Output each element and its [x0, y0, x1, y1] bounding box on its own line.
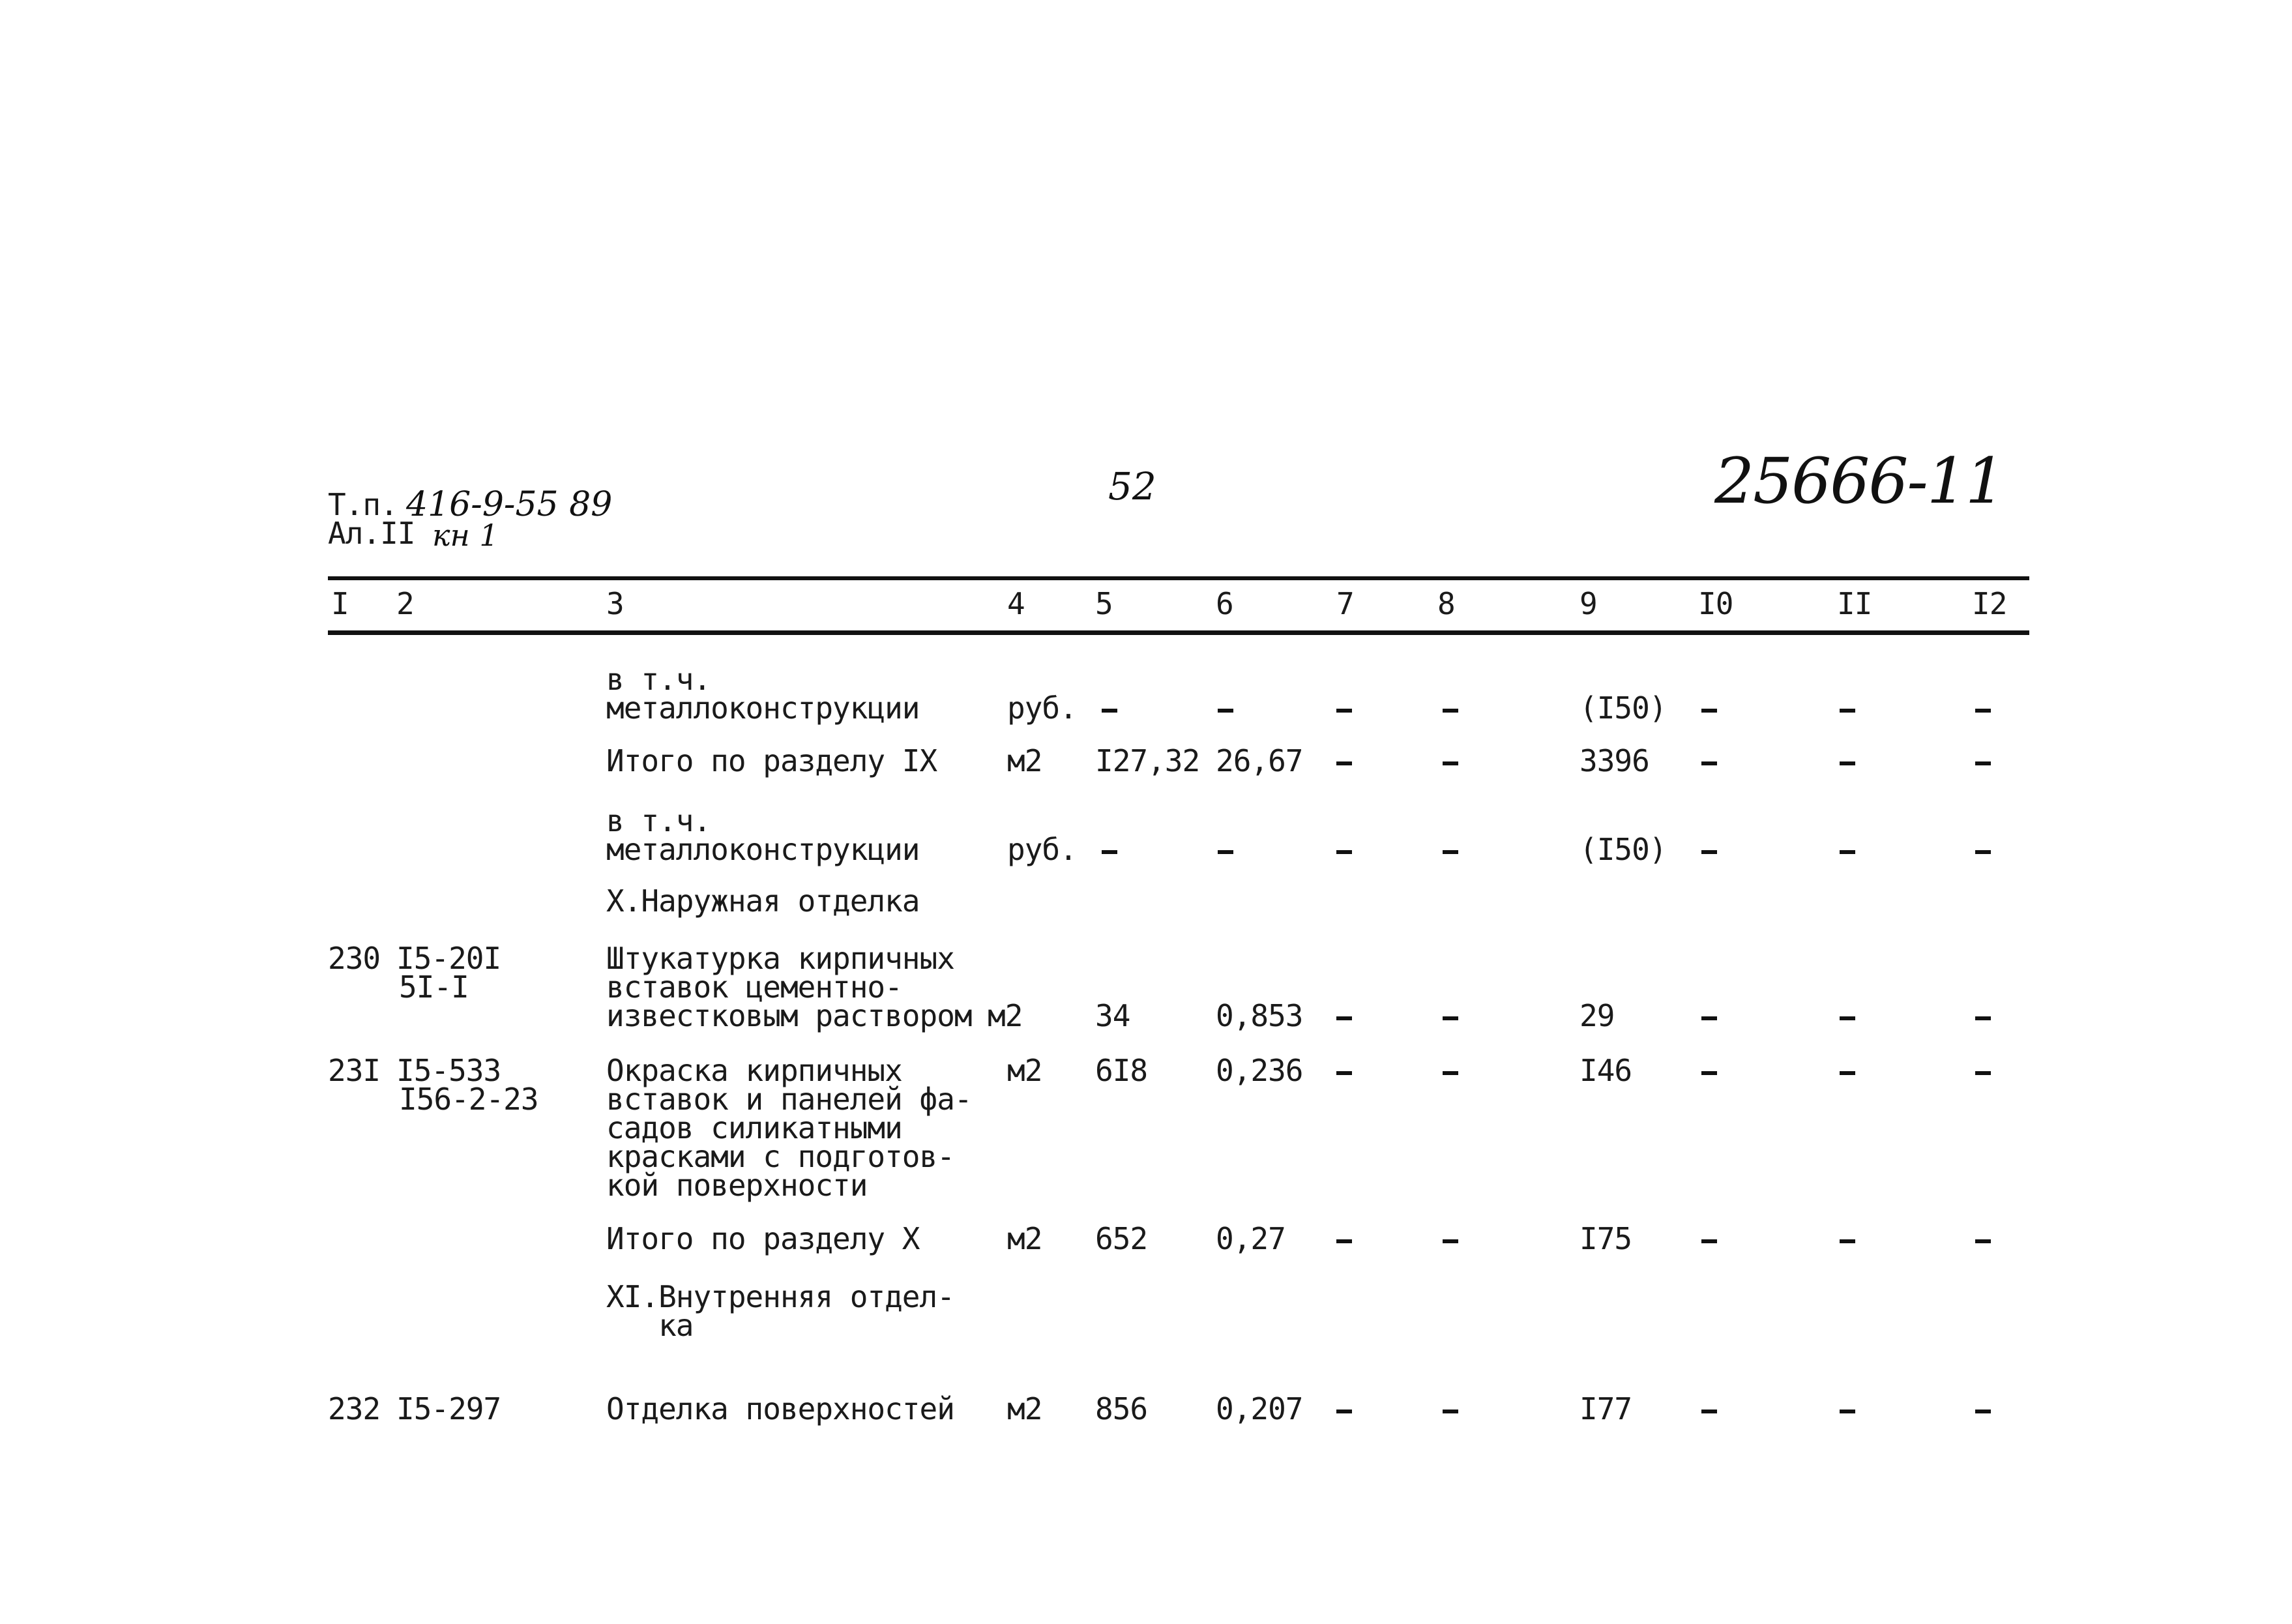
row-value-c8-dash: [1443, 835, 1458, 864]
dash-mark: [1975, 709, 1991, 713]
dash-mark: [1102, 850, 1117, 854]
column-header-1: I: [331, 586, 349, 621]
row-value-c12-dash: [1975, 694, 1991, 722]
row-value-c5: 6I8: [1095, 1053, 1148, 1088]
row-description: ка: [606, 1308, 694, 1343]
row-description: Итого по разделу IX: [606, 743, 937, 778]
dash-mark: [1443, 1410, 1458, 1413]
dash-mark: [1336, 1016, 1352, 1020]
row-description: известковым раствором: [606, 998, 972, 1033]
row-description: в т.ч.: [606, 662, 711, 697]
row-value-c7-dash: [1336, 1224, 1352, 1253]
dash-mark: [1840, 761, 1855, 765]
row-value-c12-dash: [1975, 1395, 1991, 1423]
column-header-9: 9: [1579, 586, 1597, 621]
row-value-c7-dash: [1336, 1056, 1352, 1085]
album-label: Ал.II: [328, 516, 415, 551]
column-header-5: 5: [1095, 586, 1113, 621]
row-value-c5: I27,32: [1095, 743, 1200, 778]
row-value-c6: 26,67: [1216, 743, 1303, 778]
row-value-c5-dash: [1102, 694, 1117, 722]
dash-mark: [1218, 709, 1233, 713]
row-value-c6-dash: [1218, 835, 1233, 864]
dash-mark: [1975, 1239, 1991, 1243]
row-value-c11-dash: [1840, 1395, 1855, 1423]
column-header-7: 7: [1336, 586, 1354, 621]
row-value-c6: 0,236: [1216, 1053, 1303, 1088]
row-value-c11-dash: [1840, 1001, 1855, 1030]
row-unit: м2: [1007, 743, 1042, 778]
column-header-3: 3: [606, 586, 624, 621]
row-description: садов силикатными: [606, 1110, 902, 1145]
dash-mark: [1701, 761, 1717, 765]
column-header-8: 8: [1437, 586, 1455, 621]
dash-mark: [1443, 761, 1458, 765]
dash-mark: [1336, 1239, 1352, 1243]
row-value-c7-dash: [1336, 835, 1352, 864]
row-value-c5-dash: [1102, 835, 1117, 864]
row-description: Отделка поверхностей: [606, 1391, 954, 1426]
dash-mark: [1840, 1071, 1855, 1075]
row-value-c11-dash: [1840, 1224, 1855, 1253]
dash-mark: [1336, 761, 1352, 765]
page-number: 52: [1108, 464, 1156, 509]
row-description: Штукатурка кирпичных: [606, 941, 954, 976]
dash-mark: [1840, 1410, 1855, 1413]
dash-mark: [1840, 1016, 1855, 1020]
dash-mark: [1443, 1071, 1458, 1075]
dash-mark: [1443, 709, 1458, 713]
row-value-c11-dash: [1840, 694, 1855, 722]
row-value-c7-dash: [1336, 694, 1352, 722]
dash-mark: [1701, 709, 1717, 713]
dash-mark: [1336, 709, 1352, 713]
dash-mark: [1840, 1239, 1855, 1243]
row-value-c11-dash: [1840, 1056, 1855, 1085]
dash-mark: [1840, 850, 1855, 854]
dash-mark: [1102, 709, 1117, 713]
row-value-c9: 29: [1579, 998, 1615, 1033]
row-description: X.Наружная отделка: [606, 883, 920, 919]
row-value-c7-dash: [1336, 1001, 1352, 1030]
row-description: Окраска кирпичных: [606, 1053, 902, 1088]
row-description: вставок цементно-: [606, 969, 902, 1005]
row-value-c10-dash: [1701, 1224, 1717, 1253]
row-value-c5: 856: [1095, 1391, 1148, 1426]
doc-ref-label: Т.п.: [328, 487, 398, 522]
row-description: металлоконструкции: [606, 832, 920, 867]
dash-mark: [1840, 709, 1855, 713]
row-value-c5: 652: [1095, 1221, 1148, 1256]
row-value-c9: I46: [1579, 1053, 1632, 1088]
row-value-c7-dash: [1336, 746, 1352, 775]
row-value-c8-dash: [1443, 694, 1458, 722]
dash-mark: [1975, 1410, 1991, 1413]
doc-ref-handwritten: 416-9-55 89: [406, 485, 613, 524]
table-header-rule: [328, 630, 2029, 635]
row-value-c12-dash: [1975, 1056, 1991, 1085]
row-description: металлоконструкции: [606, 690, 920, 726]
row-value-c10-dash: [1701, 746, 1717, 775]
row-unit: м2: [1007, 1053, 1042, 1088]
dash-mark: [1701, 1071, 1717, 1075]
row-value-c10-dash: [1701, 1395, 1717, 1423]
row-description: вставок и панелей фа-: [606, 1082, 972, 1117]
row-value-c10-dash: [1701, 1001, 1717, 1030]
row-unit: м2: [988, 998, 1023, 1033]
row-value-c8-dash: [1443, 1056, 1458, 1085]
row-value-c10-dash: [1701, 1056, 1717, 1085]
row-value-c10-dash: [1701, 835, 1717, 864]
row-number: 230: [328, 941, 381, 976]
row-unit: руб.: [1007, 832, 1077, 867]
row-value-c6-dash: [1218, 694, 1233, 722]
row-value-c8-dash: [1443, 1001, 1458, 1030]
row-unit: руб.: [1007, 690, 1077, 726]
row-code: 5I-I: [399, 969, 469, 1005]
column-header-6: 6: [1216, 586, 1233, 621]
dash-mark: [1336, 850, 1352, 854]
row-value-c10-dash: [1701, 694, 1717, 722]
dash-mark: [1975, 1071, 1991, 1075]
dash-mark: [1975, 850, 1991, 854]
row-value-c6: 0,853: [1216, 998, 1303, 1033]
table-top-rule: [328, 576, 2029, 580]
row-description: в т.ч.: [606, 803, 711, 838]
row-number: 232: [328, 1391, 381, 1426]
row-value-c11-dash: [1840, 746, 1855, 775]
column-header-12: I2: [1972, 586, 2007, 621]
dash-mark: [1975, 1016, 1991, 1020]
dash-mark: [1701, 1410, 1717, 1413]
row-value-c7-dash: [1336, 1395, 1352, 1423]
row-value-c8-dash: [1443, 746, 1458, 775]
stamp-number: 25666-11: [1714, 445, 2004, 518]
album-handwritten: кн 1: [432, 518, 499, 553]
row-description: кой поверхности: [606, 1168, 868, 1203]
row-value-c5: 34: [1095, 998, 1130, 1033]
row-value-c12-dash: [1975, 746, 1991, 775]
column-header-4: 4: [1007, 586, 1025, 621]
dash-mark: [1975, 761, 1991, 765]
row-value-c12-dash: [1975, 1224, 1991, 1253]
row-code: I5-533: [396, 1053, 501, 1088]
dash-mark: [1336, 1071, 1352, 1075]
row-description: Итого по разделу X: [606, 1221, 920, 1256]
dash-mark: [1218, 850, 1233, 854]
dash-mark: [1701, 1016, 1717, 1020]
row-value-c6: 0,207: [1216, 1391, 1303, 1426]
dash-mark: [1701, 1239, 1717, 1243]
dash-mark: [1443, 850, 1458, 854]
row-value-c8-dash: [1443, 1224, 1458, 1253]
dash-mark: [1701, 850, 1717, 854]
row-code: I5-297: [396, 1391, 501, 1426]
dash-mark: [1443, 1016, 1458, 1020]
row-unit: м2: [1007, 1221, 1042, 1256]
column-header-11: II: [1837, 586, 1872, 621]
row-code: I56-2-23: [399, 1082, 538, 1117]
row-value-c12-dash: [1975, 835, 1991, 864]
row-value-c6: 0,27: [1216, 1221, 1286, 1256]
column-header-10: I0: [1698, 586, 1733, 621]
row-value-c9: (I50): [1579, 832, 1667, 867]
row-value-c8-dash: [1443, 1395, 1458, 1423]
row-description: красками с подготов-: [606, 1139, 954, 1174]
dash-mark: [1336, 1410, 1352, 1413]
dash-mark: [1443, 1239, 1458, 1243]
row-value-c9: (I50): [1579, 690, 1667, 726]
row-value-c9: I75: [1579, 1221, 1632, 1256]
row-number: 23I: [328, 1053, 381, 1088]
row-value-c11-dash: [1840, 835, 1855, 864]
row-code: I5-20I: [396, 941, 501, 976]
row-value-c9: 3396: [1579, 743, 1649, 778]
row-description: XI.Внутренняя отдел-: [606, 1279, 954, 1314]
row-unit: м2: [1007, 1391, 1042, 1426]
column-header-2: 2: [396, 586, 414, 621]
row-value-c12-dash: [1975, 1001, 1991, 1030]
row-value-c9: I77: [1579, 1391, 1632, 1426]
